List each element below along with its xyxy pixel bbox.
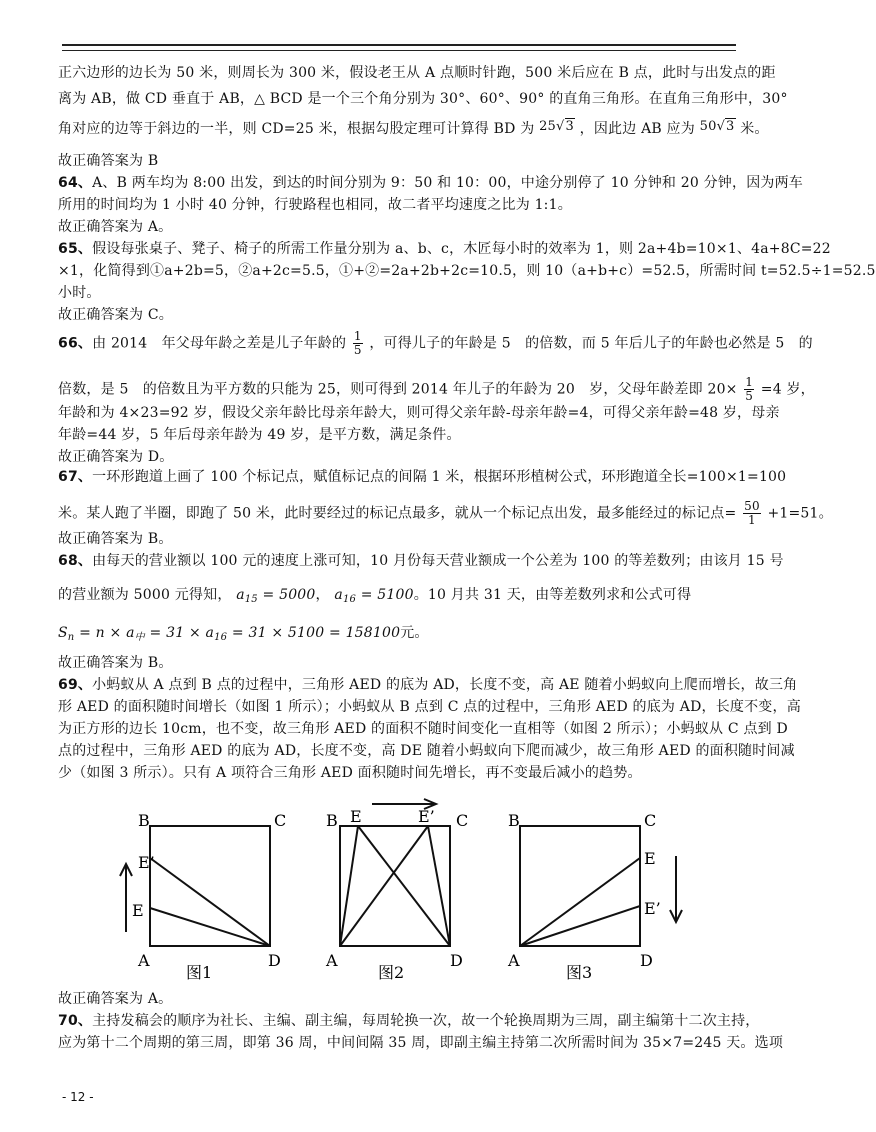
answer-line: 故正确答案为 A。	[58, 219, 173, 235]
text-line: 正六边形的边长为 50 米，则周长为 300 米，假设老王从 A 点顺时针跑，500 米后应在 B 点，此时与出发点的距	[58, 65, 776, 81]
label-E2: E’	[418, 807, 435, 826]
text-line: 形 AED 的面积随时间增长（如图 1 所示）；小蚂蚁从 B 点到 C 点的过程中，三角形 AED 的底为 AD，长度不变，高	[58, 699, 801, 715]
label-E2: E’	[138, 853, 155, 872]
question-70: 70、主持发稿会的顺序为社长、主编、副主编，每周轮换一次，故一个轮换周期为三周，副主编第十二次主持，	[58, 1013, 760, 1029]
label-C: C	[644, 811, 657, 830]
text-segment: 角对应的边等于斜边的一半，则 CD=25 米，根据勾股定理可计算得 BD 为	[58, 121, 535, 137]
label-A: A	[326, 951, 338, 970]
text-line: 应为第十二个周期的第三周，即第 36 周，中间间隔 35 周，即副主编主持第二次所需时间为 35×7=245 天。选项	[58, 1035, 784, 1051]
question-68: 68、由每天的营业额以 100 元的速度上涨可知，10 月份每天营业额成一个公差为 100 的等差数列；由该月 15 号	[58, 553, 784, 569]
text-line: 年龄=44 岁，5 年后母亲年龄为 49 岁，是平方数，满足条件。	[58, 427, 461, 443]
fraction-one-fifth: $\frac{1}{5}$	[353, 329, 362, 357]
label-D: D	[268, 951, 281, 970]
label-D: D	[450, 951, 463, 970]
label-B: B	[508, 811, 520, 830]
text-line: 年龄和为 4×23=92 岁，假设父亲年龄比母亲年龄大，则可得父亲年龄-母亲年龄=4，可得父亲年龄=48 岁，母亲	[58, 405, 780, 421]
label-B: B	[138, 811, 150, 830]
answer-line: 故正确答案为 B。	[58, 531, 173, 547]
label-B: B	[326, 811, 338, 830]
text-line: 米。某人跑了半圈，即跑了 50 米，此时要经过的标记点最多，就从一个标记点出发，最多能经过的标记点= $\frac{50}{1}$ +1=51。	[58, 499, 833, 527]
text-line	[58, 118, 769, 138]
question-69: 69、小蚂蚁从 A 点到 B 点的过程中，三角形 AED 的底为 AD，长度不变，高 AE 随着小蚂蚁向上爬而增长，故三角	[58, 677, 798, 693]
text-line: 点的过程中，三角形 AED 的底为 AD，长度不变，高 DE 随着小蚂蚁向下爬而减少，故三角形 AED 的面积随时间减	[58, 743, 795, 759]
answer-line: 故正确答案为 D。	[58, 449, 174, 465]
text-line: 倍数，是 5 的倍数且为平方数的只能为 25，则可得到 2014 年儿子的年龄为 20 岁，父母年龄差即 20× $\frac{1}{5}$ =4 岁，	[58, 375, 815, 403]
question-67: 67、一环形跑道上画了 100 个标记点，赋值标记点的间隔 1 米，根据环形植树公式，环形跑道全长=100×1=100	[58, 469, 787, 485]
label-D: D	[640, 951, 653, 970]
header-rule-thick	[62, 44, 736, 46]
text-line: 的营业额为 5000 元得知， $a_{15} = 5000$， $a_{16} = 5100$。10 月共 31 天，由等差数列求和公式可得	[58, 587, 692, 605]
answer-line: 故正确答案为 B	[58, 153, 159, 169]
text-line: ×1，化简得到①a+2b=5，②a+2c=5.5，①+②=2a+2b+2c=10.5，则 10（a+b+c）=52.5，所需时间 t=52.5÷1=52.5	[58, 263, 876, 279]
answer-line: 故正确答案为 A。	[58, 991, 173, 1007]
text-line: $S_n = n \times a_中 = 31 \times a_{16} = 31 \times 5100 = 158100$元。	[58, 625, 429, 643]
label-A: A	[508, 951, 520, 970]
answer-line: 故正确答案为 B。	[58, 655, 173, 671]
label-E: E	[350, 807, 362, 826]
label-E: E	[132, 901, 144, 920]
label-E2: E’	[644, 899, 661, 918]
page-number: - 12 -	[62, 1090, 94, 1104]
text-segment: 米。	[740, 121, 769, 137]
formula-a15: $a_{15} = 5000$	[236, 587, 316, 605]
label-C: C	[274, 811, 287, 830]
formula-sum: $S_n = n \times a_中 = 31 \times a_{16} = 31 \times 5100 = 158100$	[58, 625, 401, 643]
caption-figure-2: 图2	[378, 963, 405, 982]
header-rule-thin	[62, 50, 736, 51]
question-65: 65、假设每张桌子、凳子、椅子的所需工作量分别为 a、b、c，木匠每小时的效率为 1，则 2a+4b=10×1、4a+8C=22	[58, 241, 831, 257]
figure-1	[120, 826, 270, 946]
label-C: C	[456, 811, 469, 830]
caption-figure-3: 图3	[566, 963, 593, 982]
question-64: 64、A、B 两车均为 8:00 出发，到达的时间分别为 9：50 和 10：00，中途分别停了 10 分钟和 20 分钟，因为两车	[58, 175, 804, 191]
text-line: 所用的时间均为 1 小时 40 分钟，行驶路程也相同，故二者平均速度之比为 1:1。	[58, 197, 572, 213]
text-line: 离为 AB，做 CD 垂直于 AB，△ BCD 是一个三个角分别为 30°、60°、90° 的直角三角形。在直角三角形中，30°	[58, 91, 788, 107]
formula-a16: $a_{16} = 5100$	[334, 587, 414, 605]
sqrt-expression-ab: 50√3	[699, 119, 735, 134]
sqrt-expression-bd: 25√3	[539, 119, 574, 134]
text-line: 小时。	[58, 285, 101, 301]
label-E: E	[644, 849, 656, 868]
text-line: 为正方形的边长 10cm，也不变，故三角形 AED 的面积不随时间变化一直相等（如图 2 所示）；小蚂蚁从 C 点到 D	[58, 721, 788, 737]
answer-line: 故正确答案为 C。	[58, 307, 173, 323]
text-segment: ，因此边 AB 应为	[579, 121, 695, 137]
ant-triangle-figures	[110, 802, 670, 982]
figure-3	[520, 826, 682, 946]
fraction-one-fifth: $\frac{1}{5}$	[745, 375, 754, 403]
label-A: A	[138, 951, 150, 970]
text-line: 少（如图 3 所示）。只有 A 项符合三角形 AED 面积随时间先增长，再不变最后减小的趋势。	[58, 765, 642, 781]
fraction-fifty-over-one: $\frac{50}{1}$	[744, 499, 760, 527]
caption-figure-1: 图1	[186, 963, 213, 982]
question-66: 66、由 2014 年父母年龄之差是儿子年龄的 $\frac{1}{5}$ ，可得儿子的年龄是 5 的倍数，而 5 年后儿子的年龄也必然是 5 的	[58, 329, 813, 357]
